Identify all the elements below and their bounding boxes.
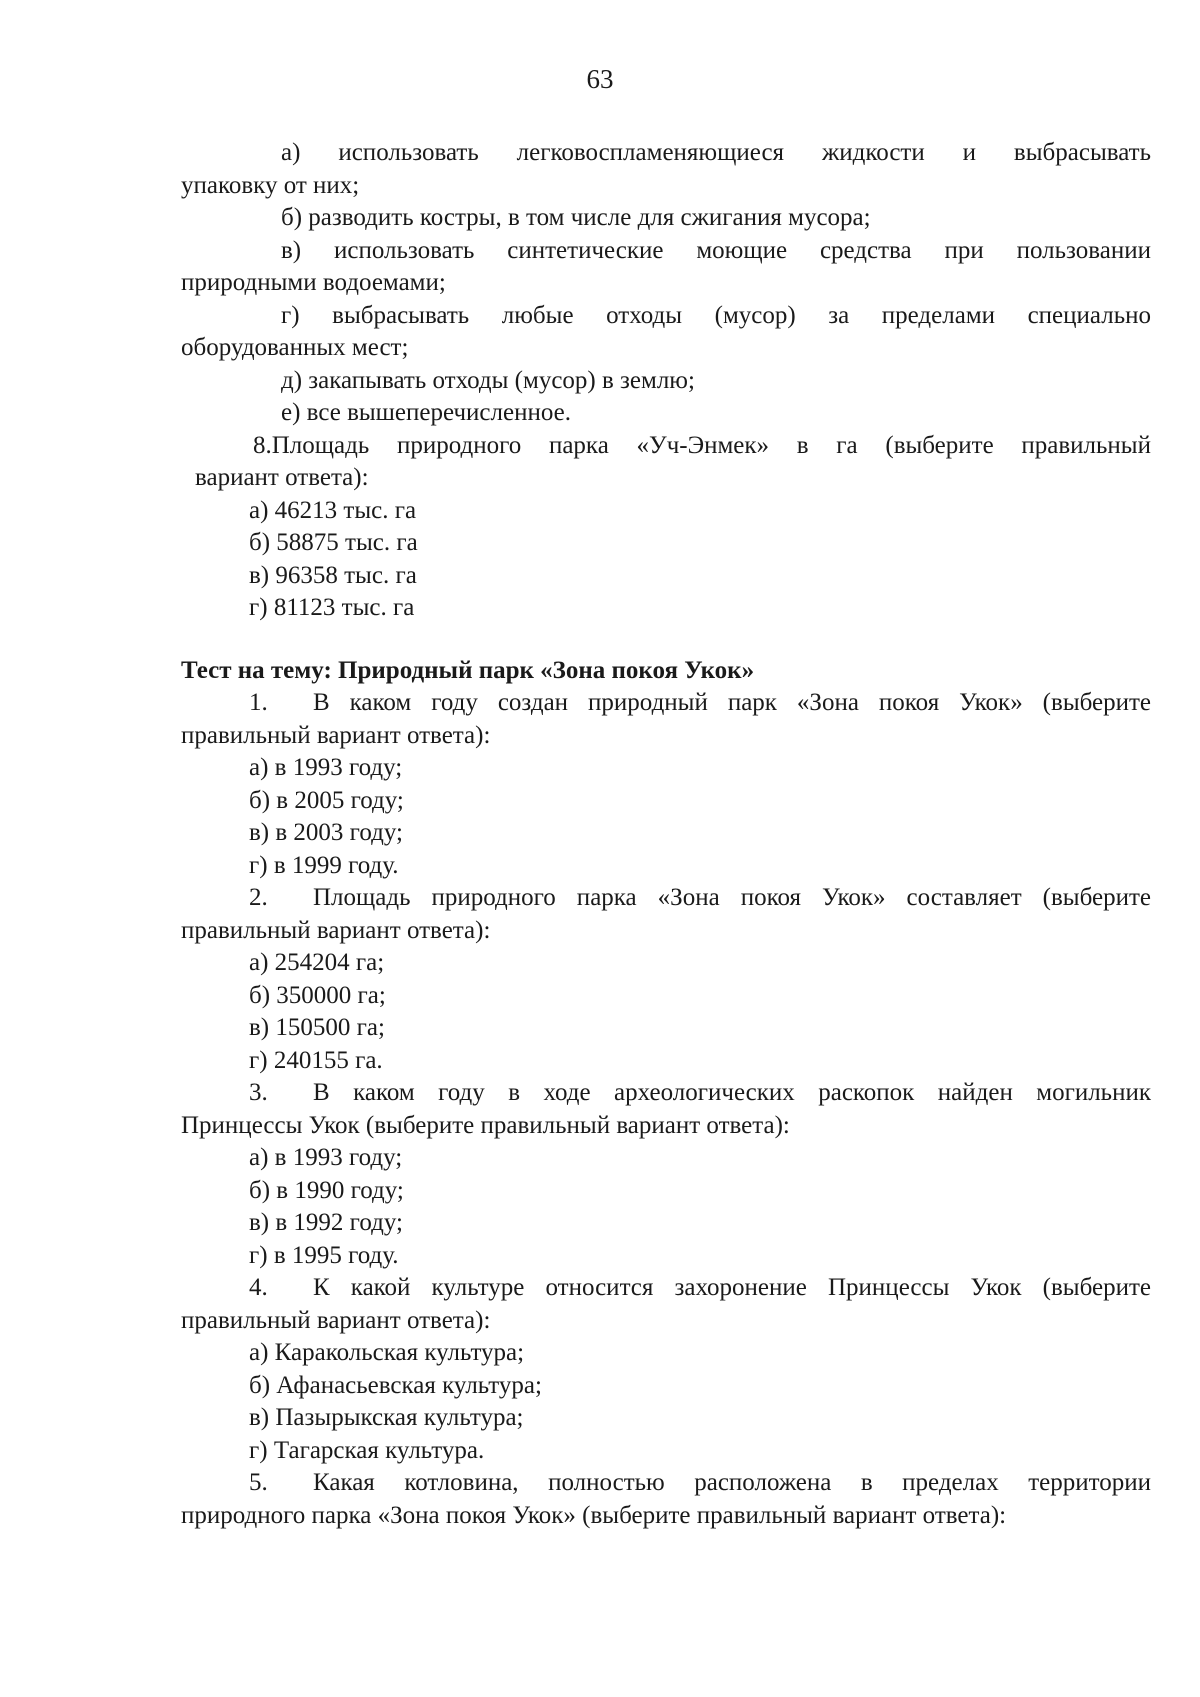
question-text: К какой культуре относится захоронение Принцессы Укок (выберите <box>313 1274 1151 1301</box>
list-item-v-line2: природными водоемами; <box>181 269 446 296</box>
question-8-option-g: г) 81123 тыс. га <box>249 594 415 621</box>
list-item-v-line1: в) использовать синтетические моющие средства при пользовании <box>281 236 1151 264</box>
section-gap <box>181 625 1151 655</box>
question-3 <box>181 1077 1151 1272</box>
page-number: 63 <box>586 64 614 94</box>
list-item-g-line2: оборудованных мест; <box>181 334 409 361</box>
question-3-line1 <box>181 1077 1151 1110</box>
test-heading: Тест на тему: Природный парк «Зона покоя Укок» <box>181 656 755 684</box>
question-3-option-g: г) в 1995 году. <box>249 1241 399 1269</box>
question-2-line1 <box>181 882 1151 915</box>
question-3-option-a: а) в 1993 году; <box>249 1144 403 1171</box>
question-3-option-v: в) в 1992 году; <box>249 1209 403 1236</box>
question-8-line1: 8.Площадь природного парка «Уч-Энмек» в га (выберите правильный <box>253 431 1151 459</box>
question-number: 3. <box>249 1079 268 1106</box>
question-8-option-b: б) 58875 тыс. га <box>249 529 418 556</box>
question-5-line1 <box>181 1467 1151 1500</box>
question-4-option-g: г) Тагарская культура. <box>249 1436 485 1464</box>
question-number: 4. <box>249 1274 268 1301</box>
question-1-option-b: б) в 2005 году; <box>249 786 404 814</box>
page-body <box>181 137 1151 1532</box>
question-text: В каком году создан природный парк «Зона покоя Укок» (выберите <box>313 689 1151 716</box>
question-number: 2. <box>249 884 268 911</box>
list-item-a-line2: упаковку от них; <box>181 171 360 199</box>
list-item-d: д) закапывать отходы (мусор) в землю; <box>281 366 695 394</box>
question-2-option-a: а) 254204 га; <box>249 949 385 976</box>
question-3-line2: Принцессы Укок (выберите правильный вариант ответа): <box>181 1111 790 1139</box>
question-2-option-g: г) 240155 га. <box>249 1046 383 1074</box>
list-item-a-line1: а) использовать легковоспламеняющиеся жидкости и выбрасывать <box>281 139 1151 166</box>
list-item-e: е) все вышеперечисленное. <box>281 399 572 426</box>
question-number: 1. <box>249 689 268 716</box>
question-8-option-a: а) 46213 тыс. га <box>249 496 417 524</box>
question-5-line2: природного парка «Зона покоя Укок» (выберите правильный вариант ответа): <box>181 1501 1007 1529</box>
question-1-option-v: в) в 2003 году; <box>249 819 403 846</box>
question-4-line1 <box>181 1272 1151 1305</box>
question-2-option-b: б) 350000 га; <box>249 981 386 1009</box>
question-8-option-v: в) 96358 тыс. га <box>249 561 417 589</box>
question-4 <box>181 1272 1151 1467</box>
question-1-line2: правильный вариант ответа): <box>181 721 491 749</box>
question-1 <box>181 687 1151 882</box>
list-item-g-line1: г) выбрасывать любые отходы (мусор) за пределами специально <box>281 301 1151 329</box>
question-8-line2: вариант ответа): <box>195 464 369 491</box>
question-4-line2: правильный вариант ответа): <box>181 1306 491 1334</box>
prohibited-actions-list <box>181 137 1151 430</box>
question-1-option-g: г) в 1999 году. <box>249 851 399 879</box>
question-text: Какая котловина, полностью расположена в пределах территории <box>313 1469 1151 1496</box>
question-4-option-v: в) Пазырыкская культура; <box>249 1404 524 1431</box>
question-1-line1 <box>181 687 1151 720</box>
list-item-b: б) разводить костры, в том числе для сжигания мусора; <box>281 204 871 231</box>
question-number: 5. <box>249 1469 268 1496</box>
question-5 <box>181 1467 1151 1532</box>
question-2-line2: правильный вариант ответа): <box>181 916 491 944</box>
question-2 <box>181 882 1151 1077</box>
question-1-option-a: а) в 1993 году; <box>249 754 403 781</box>
question-2-option-v: в) 150500 га; <box>249 1014 385 1041</box>
question-8 <box>181 430 1151 625</box>
question-4-option-b: б) Афанасьевская культура; <box>249 1371 542 1399</box>
question-text: Площадь природного парка «Зона покоя Укок» составляет (выберите <box>313 884 1151 911</box>
question-3-option-b: б) в 1990 году; <box>249 1176 404 1204</box>
question-text: В каком году в ходе археологических раскопок найден могильник <box>313 1079 1151 1106</box>
question-4-option-a: а) Каракольская культура; <box>249 1339 525 1366</box>
